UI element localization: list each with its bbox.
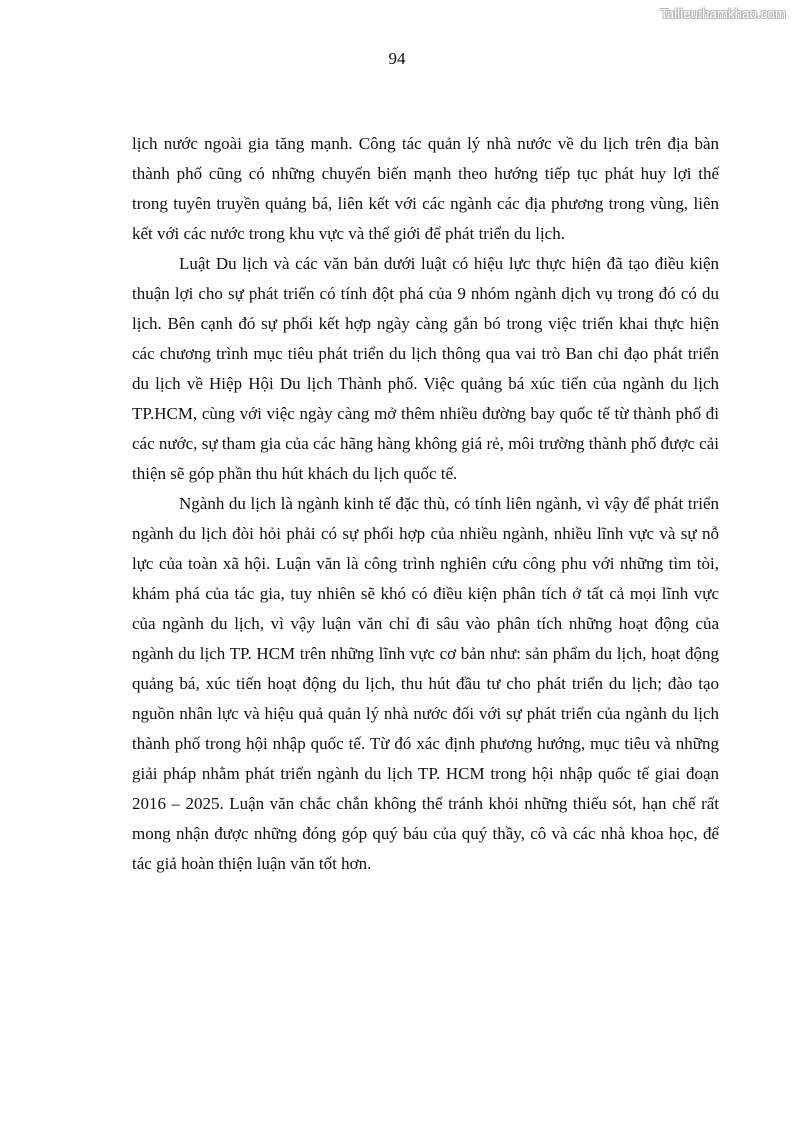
body-text [132,129,719,879]
paragraph-tourism-law: Luật Du lịch và các văn bản dưới luật có hiệu lực thực hiện đã tạo điều kiện thuận lợi cho sự phát triển có tính đột phá của 9 nhóm ngành dịch vụ trong đó có du lịch. Bên cạnh đó sự phối kết hợp ngày càng gắn bó trong việc triển khai thực hiện các chương trình mục tiêu phát triển du lịch thông qua vai trò Ban chỉ đạo phát triển du lịch về Hiệp Hội Du lịch Thành phố. Việc quảng bá xúc tiến của ngành du lịch TP.HCM, cùng với việc ngày càng mở thêm nhiều đường bay quốc tế từ thành phố đi các nước, sự tham gia của các hãng hàng không giá rẻ, môi trường thành phố được cải thiện sẽ góp phần thu hút khách du lịch quốc tế. [132,254,719,483]
paragraph-thesis-scope: Ngành du lịch là ngành kinh tế đặc thù, có tính liên ngành, vì vậy để phát triển ngành du lịch đòi hỏi phải có sự phối hợp của nhiều ngành, nhiều lĩnh vực và sự nỗ lực của toàn xã hội. Luận văn là công trình nghiên cứu công phu với những tìm tòi, khám phá của tác gia, tuy nhiên sẽ khó có điều kiện phân tích ở tất cả mọi lĩnh vực của ngành du lịch, vì vậy luận văn chỉ đi sâu vào phân tích những hoạt động của ngành du lịch TP. HCM trên những lĩnh vực cơ bản như: sản phẩm du lịch, hoạt động quảng bá, xúc tiến hoạt động du lịch, thu hút đầu tư cho phát triển du lịch; đào tạo nguồn nhân lực và hiệu quả quản lý nhà nước đối với sự phát triển của ngành du lịch thành phố trong hội nhập quốc tế. Từ đó xác định phương hướng, mục tiêu và những giải pháp nhằm phát triển ngành du lịch TP. HCM trong hội nhập quốc tế giai đoạn 2016 – 2025. Luận văn chắc chắn không thể tránh khỏi những thiếu sót, hạn chế rất mong nhận được những đóng góp quý báu của quý thầy, cô và các nhà khoa học, để tác giả hoàn thiện luận văn tốt hơn. [132,494,719,873]
page-number: 94 [388,49,406,68]
paragraph-continuation: lịch nước ngoài gia tăng mạnh. Công tác quản lý nhà nước về du lịch trên địa bàn thành phố cũng có những chuyển biến mạnh theo hướng tiếp tục phát huy lợi thế trong tuyên truyền quảng bá, liên kết với các ngành các địa phương trong vùng, liên kết với các nước trong khu vực và thế giới để phát triển du lịch. [132,134,719,243]
watermark: Tailieuthamkhao.com [660,6,786,21]
